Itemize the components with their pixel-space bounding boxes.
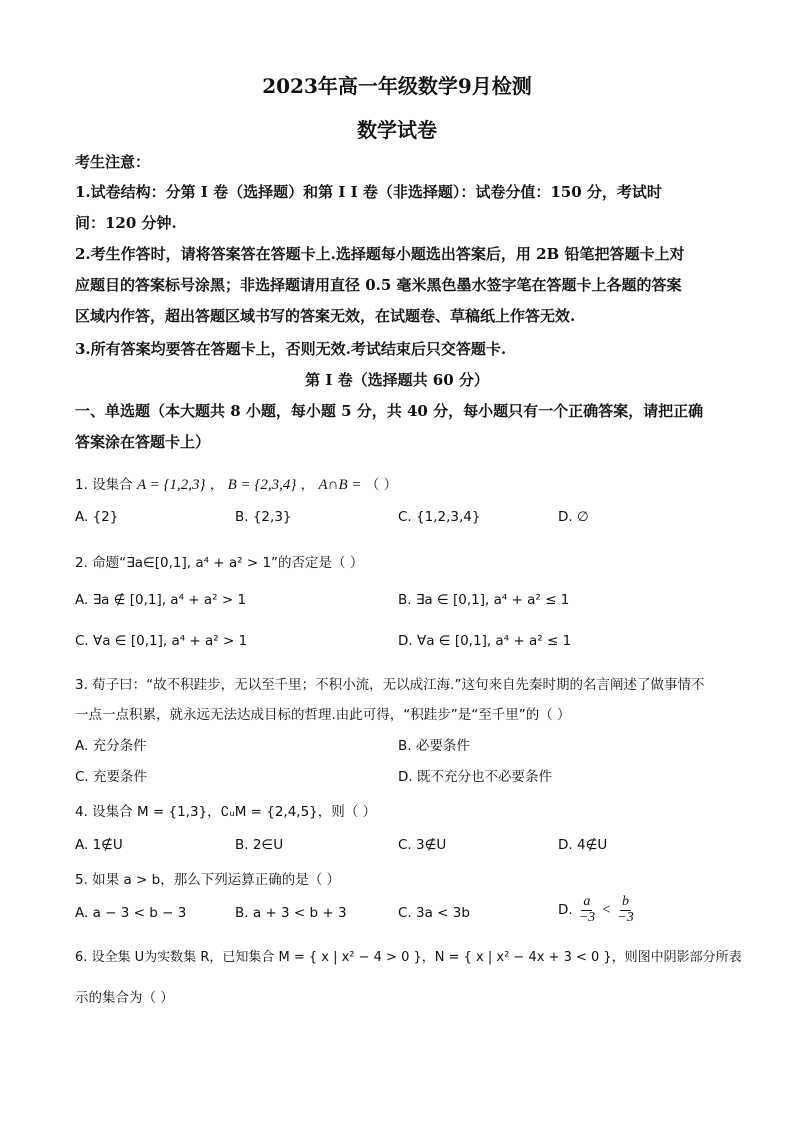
question-6-line-2: 示的集合为（ ）	[75, 990, 174, 1006]
q5-d-fraction-left	[579, 895, 595, 925]
notice-line-2c: 区域内作答，超出答题区域书写的答案无效，在试题卷、草稿纸上作答无效.	[75, 307, 576, 325]
q3-option-c: C. 充要条件	[75, 769, 148, 785]
q4-option-a: A. 1∉U	[75, 837, 123, 853]
question-2-stem: 2. 命题“∃a∈[0,1], a⁴ + a² > 1”的否定是（ ）	[75, 555, 364, 571]
q4-option-d: D. 4∉U	[558, 837, 608, 853]
question-1-stem: 1. 设集合 A = {1,2,3} ， B = {2,3,4} ， A∩B = （ ）	[75, 477, 398, 493]
question-4-stem: 4. 设集合 M = {1,3}，∁ᵤM = {2,4,5}，则（ ）	[75, 804, 377, 820]
q5-option-c: C. 3a < 3b	[398, 905, 470, 921]
q5-option-a: A. a − 3 < b − 3	[75, 905, 187, 921]
q1-option-b: B. {2,3}	[235, 509, 292, 525]
q2-option-d: D. ∀a ∈ [0,1], a⁴ + a² ≤ 1	[398, 633, 572, 649]
question-5-stem: 5. 如果 a > b，那么下列运算正确的是（ ）	[75, 872, 340, 888]
notice-line-1b: 间：120 分钟.	[75, 214, 177, 232]
q5-option-b: B. a + 3 < b + 3	[235, 905, 347, 921]
q5-d-num-1: a	[583, 894, 591, 909]
q1-prefix: 1. 设集合	[75, 477, 133, 493]
q2-option-b: B. ∃a ∈ [0,1], a⁴ + a² ≤ 1	[398, 592, 570, 608]
section-heading-a: 一、单选题（本大题共 8 小题，每小题 5 分，共 40 分，每小题只有一个正确答案，请把正确	[75, 402, 704, 420]
q4-option-c: C. 3∉U	[398, 837, 447, 853]
q3-option-b: B. 必要条件	[398, 738, 470, 754]
q4-option-b: B. 2∈U	[235, 837, 284, 853]
q1-option-a: A. {2}	[75, 509, 119, 525]
q1-option-d: D. ∅	[558, 509, 589, 525]
notice-line-3: 3.所有答案均要答在答题卡上，否则无效.考试结束后只交答题卡.	[75, 340, 507, 358]
question-6-line-1: 6. 设全集 U为实数集 R，已知集合 M = { x | x² − 4 > 0 }，N = { x | x² − 4x + 3 < 0 }，则图中阴影部分所表	[75, 950, 742, 965]
notice-line-1a: 1.试卷结构：分第 I 卷（选择题）和第 I I 卷（非选择题）：试卷分值：150 分，考试时	[75, 183, 662, 201]
q3-option-d: D. 既不充分也不必要条件	[398, 769, 552, 785]
notice-line-2b: 应题目的答案标号涂黑；非选择题请用直径 0.5 毫米黑色墨水签字笔在答题卡上各题的答案	[75, 276, 682, 294]
part-1-title: 第 I 卷（选择题共 60 分）	[305, 371, 489, 389]
notice-heading: 考生注意：	[75, 153, 151, 171]
q5-option-d-label: D.	[558, 902, 573, 919]
exam-subtitle: 数学试卷	[357, 118, 437, 142]
q5-d-fraction-right	[617, 895, 633, 925]
q2-option-a: A. ∃a ∉ [0,1], a⁴ + a² > 1	[75, 592, 247, 608]
q5-option-d	[558, 895, 634, 925]
q5-d-num-2: b	[621, 894, 629, 909]
question-3-line-2: 一点一点积累，就永远无法达成目标的哲理.由此可得，“积跬步”是“至千里”的（ ）	[75, 707, 571, 723]
section-heading-b: 答案涂在答题卡上）	[75, 433, 211, 451]
question-3-line-1: 3. 荀子曰：“故不积跬步，无以至千里；不积小流，无以成江海.”这句来自先秦时期的名言阐述了做事情不	[75, 677, 705, 693]
q1-expr: A∩B =	[318, 477, 362, 493]
q1-set-b: B = {2,3,4}	[227, 477, 297, 493]
q1-option-c: C. {1,2,3,4}	[398, 509, 481, 525]
q5-d-den-1: −3	[578, 909, 596, 925]
notice-line-2a: 2.考生作答时，请将答案答在答题卡上.选择题每小题选出答案后，用 2B 铅笔把答题卡上对	[75, 245, 685, 263]
q5-d-den-2: −3	[617, 909, 634, 925]
q1-set-a: A = {1,2,3}	[136, 477, 206, 493]
q5-d-less-than: <	[601, 901, 612, 918]
q3-option-a: A. 充分条件	[75, 738, 147, 754]
q2-option-c: C. ∀a ∈ [0,1], a⁴ + a² > 1	[75, 633, 248, 649]
exam-title: 2023年高一年级数学9月检测	[262, 74, 532, 98]
q1-paren: （ ）	[365, 477, 398, 493]
